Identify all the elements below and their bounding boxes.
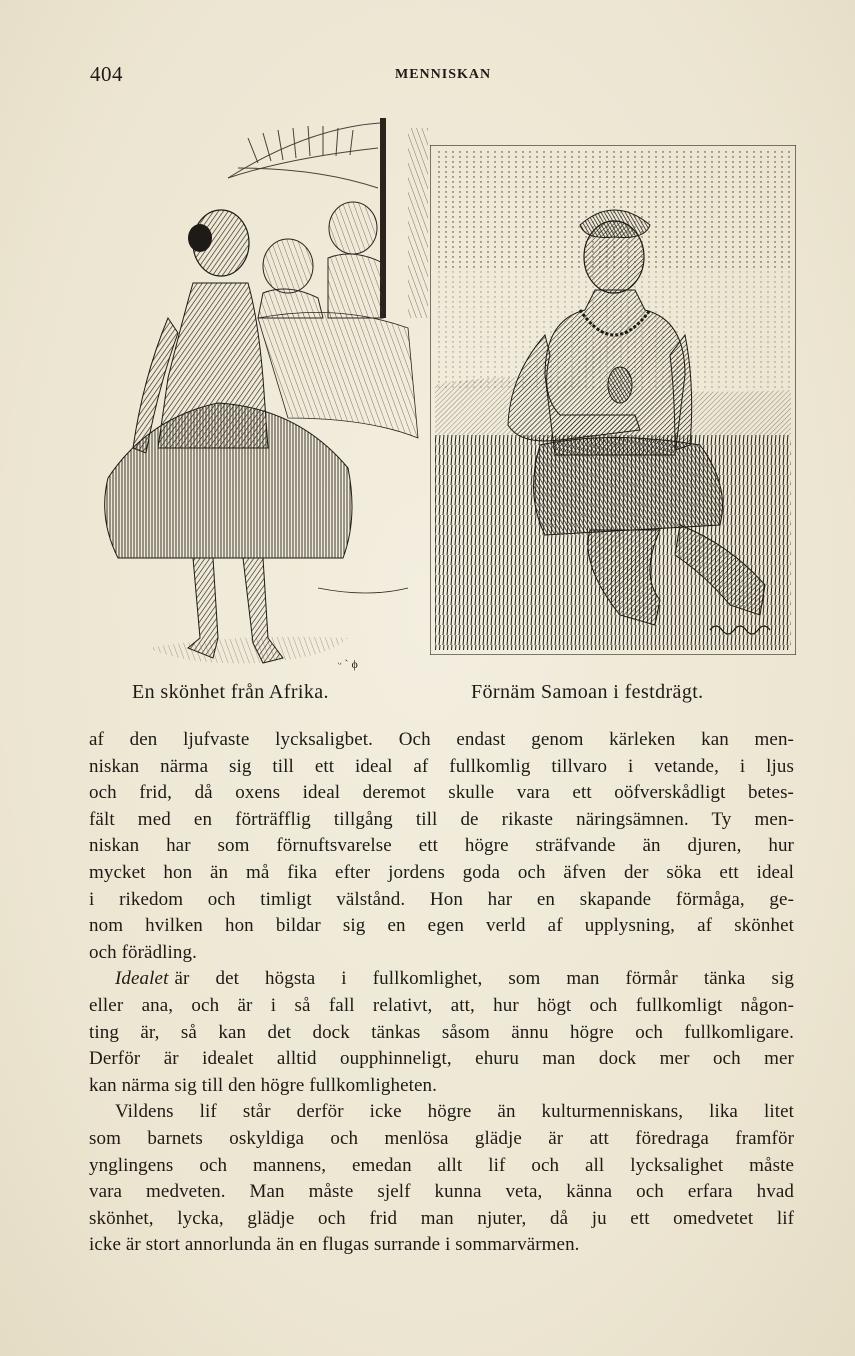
text-line: skönhet, lycka, glädje och frid man njuter, då ju ett omedvetet lif bbox=[89, 1207, 794, 1229]
text-line: och förädling. bbox=[89, 941, 197, 963]
caption-african-woman: En skönhet från Afrika. bbox=[132, 681, 329, 703]
text-line: af den ljufvaste lycksaligbet. Och endast genom kärleken kan men- bbox=[89, 729, 794, 750]
text-line: kan närma sig till den högre fullkomligheten. bbox=[89, 1074, 438, 1096]
caption-samoan-man: Förnäm Samoan i festdrägt. bbox=[471, 681, 704, 703]
text-line: mycket hon än må fika efter jordens goda och äfven der söka ett ideal bbox=[89, 861, 794, 883]
text-line: eller ana, och är i så fall relativt, att, hur högt och fullkomligt någon- bbox=[89, 994, 794, 1016]
text-line: och frid, då oxens ideal deremot skulle vara ett oöfverskådligt betes- bbox=[89, 782, 794, 804]
text-line: Derför är idealet alltid oupphinneligt, ehuru man dock mer och mer bbox=[89, 1048, 794, 1070]
text-line: i rikedom och timligt välstånd. Hon har en skapande förmåga, ge- bbox=[89, 888, 794, 910]
text-line: är det högsta i fullkomlighet, som man förmår tänka sig bbox=[174, 968, 794, 990]
body-text bbox=[89, 727, 794, 1259]
text-line: vara medveten. Man måste sjelf kunna veta, känna och erfara hvad bbox=[89, 1181, 794, 1203]
text-line: nom hvilken hon bildar sig en egen verld af upplysning, af skönhet bbox=[89, 915, 794, 937]
italic-term-idealet: Idealet bbox=[115, 968, 169, 990]
page-number: 404 bbox=[90, 62, 123, 86]
text-line: niskan närma sig till ett ideal af fullkomlig tillvaro i vetande, i ljus bbox=[89, 755, 794, 777]
text-line: ting är, så kan det dock tänkas såsom ännu högre och fullkomligare. bbox=[89, 1021, 794, 1043]
text-line: som barnets oskyldiga och menlösa glädje är att föredraga framför bbox=[89, 1127, 794, 1149]
text-line: ynglingens och mannens, emedan allt lif och all lycksalighet måste bbox=[89, 1154, 794, 1176]
text-line: icke är stort annorlunda än en flugas surrande i sommarvärmen. bbox=[89, 1234, 580, 1256]
illustration-african-woman bbox=[88, 118, 428, 678]
paragraph-idealet-first-line bbox=[89, 966, 794, 993]
text-line: niskan har som förnuftsvarelse ett högre sträfvande än djuren, hur bbox=[89, 835, 794, 857]
running-head: MENNISKAN bbox=[395, 67, 492, 82]
text-line: fält med en förträfflig tillgång till de rikaste näringsämnen. Ty men- bbox=[89, 808, 794, 830]
illustration-samoan-man bbox=[430, 145, 796, 655]
svg-text:ᵕ ˋ ϕ: ᵕ ˋ ϕ bbox=[338, 657, 358, 671]
text-line: Vildens lif står derför icke högre än kulturmenniskans, lika litet bbox=[115, 1101, 794, 1123]
